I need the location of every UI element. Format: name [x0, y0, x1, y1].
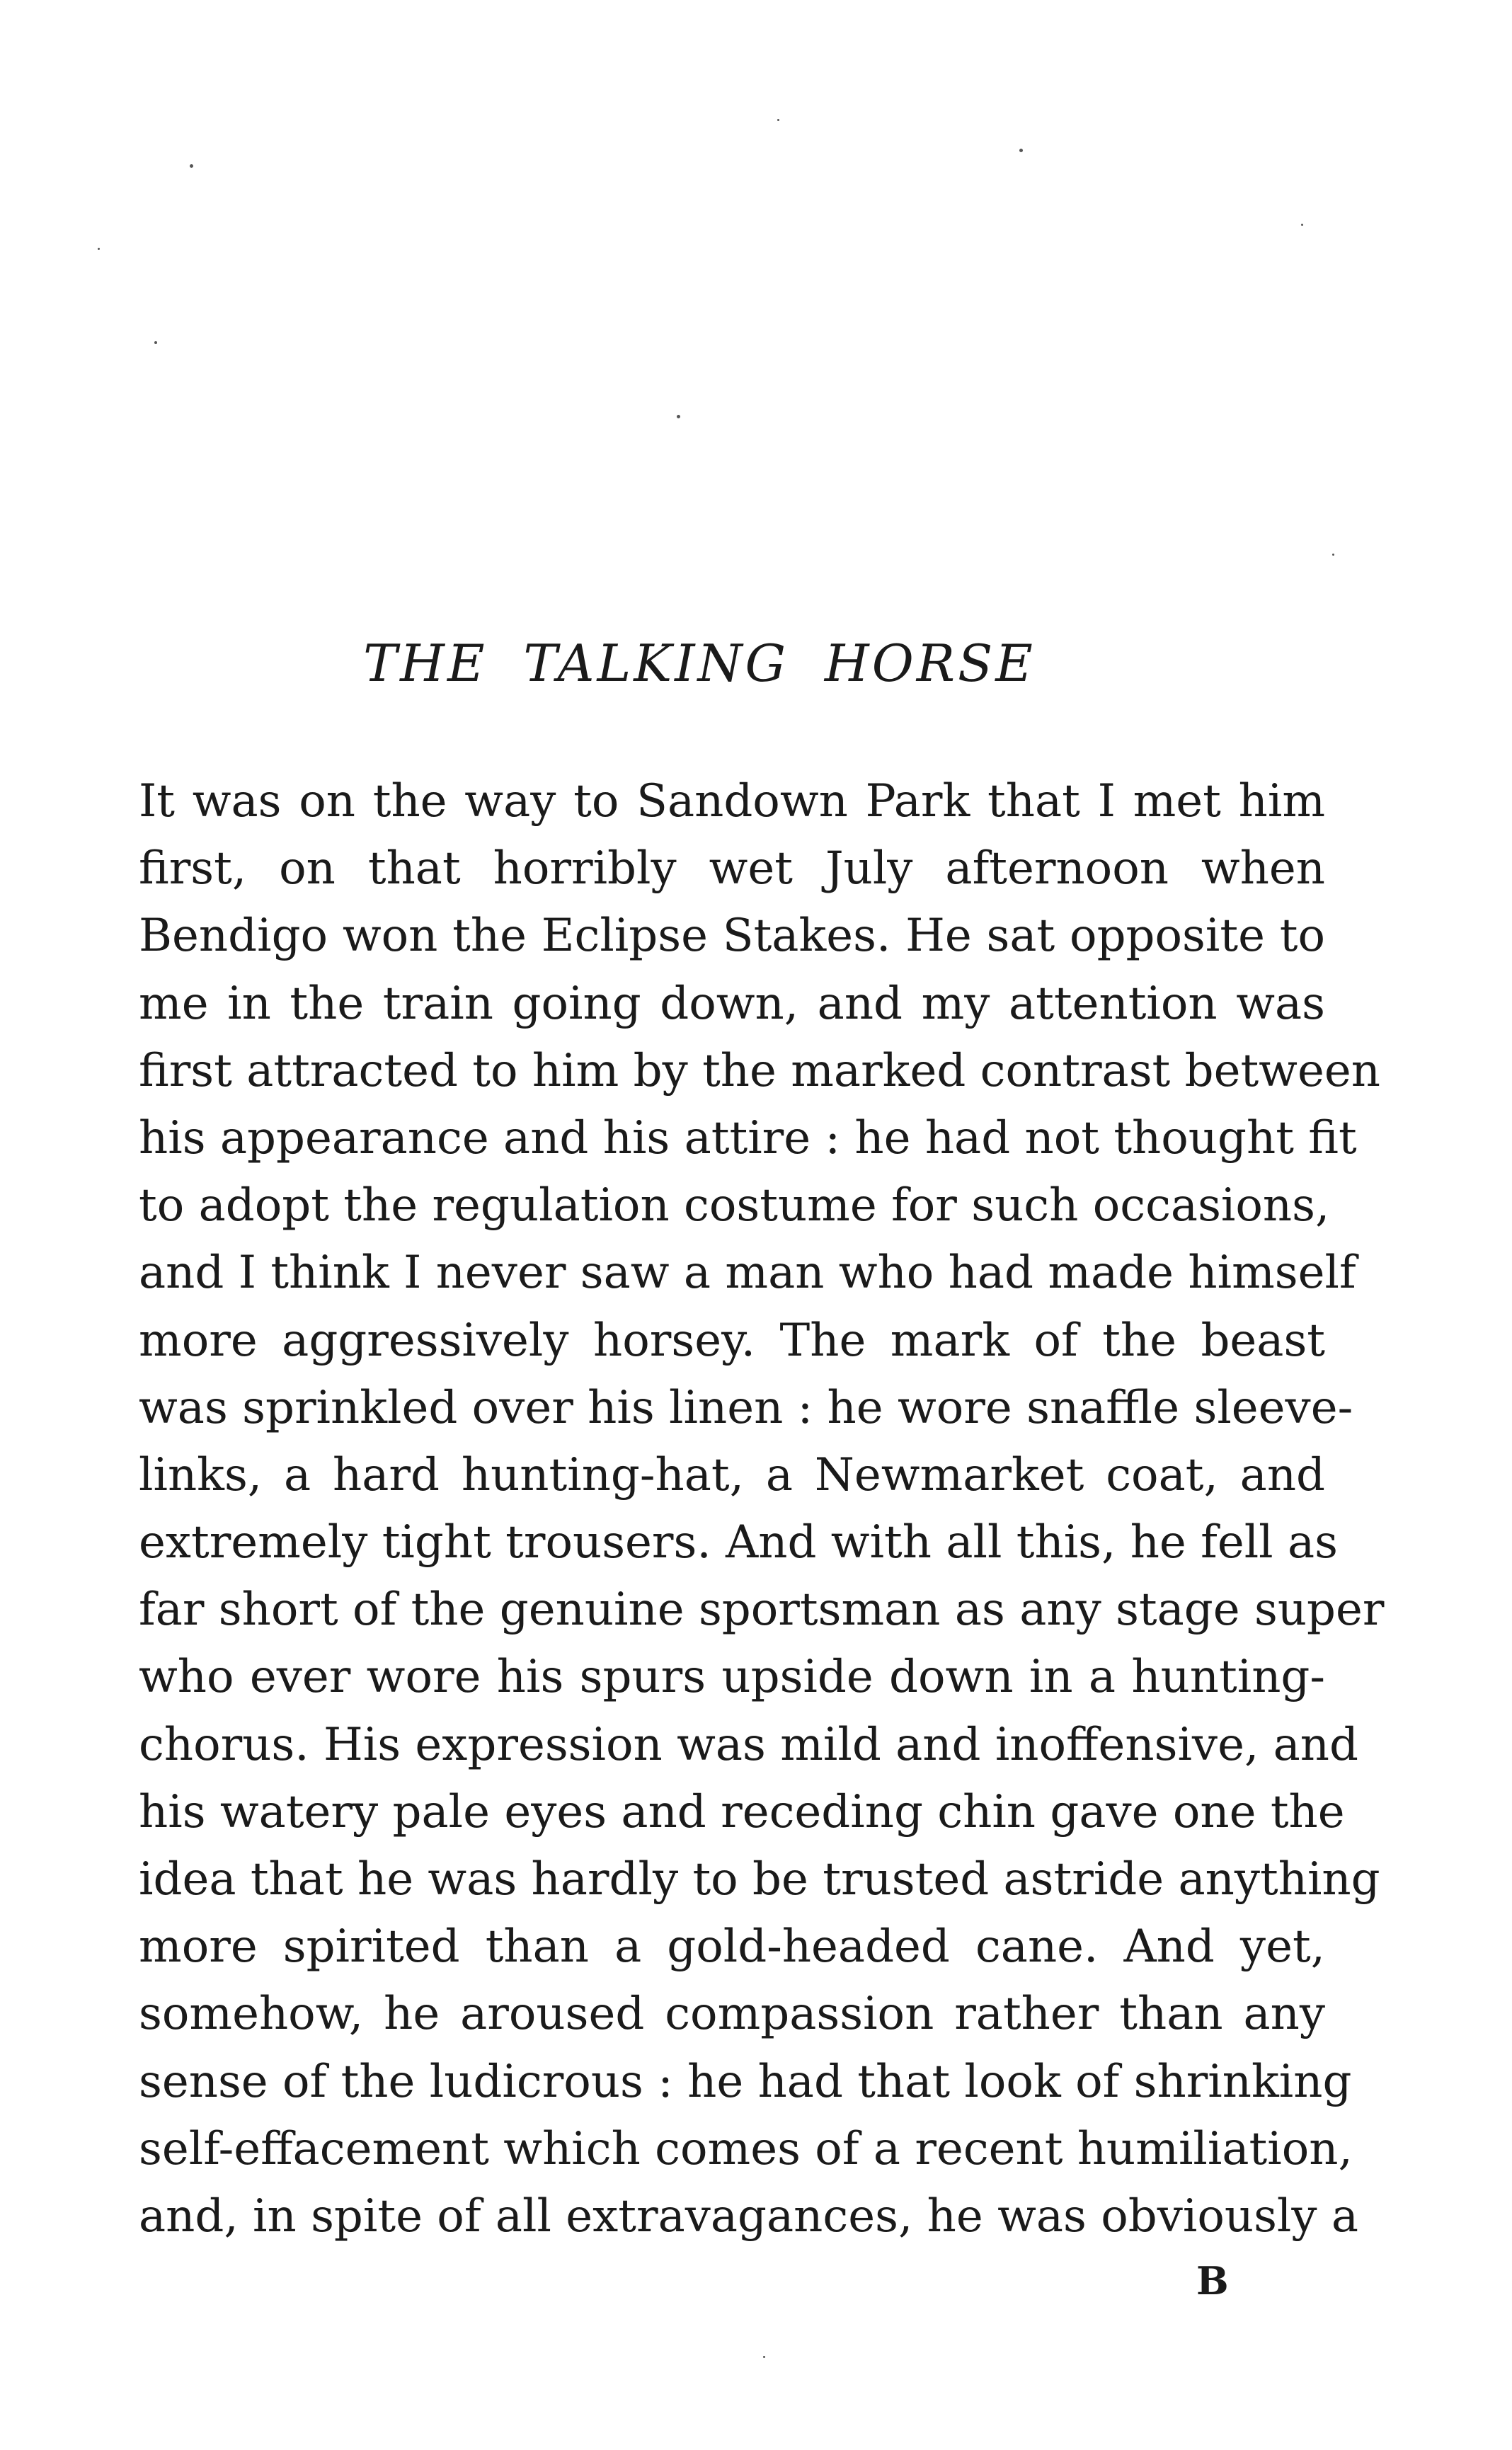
text-line: chorus. His expression was mild and inoffensive, and [139, 1718, 1358, 1771]
text-line: to adopt the regulation costume for such occasions, [139, 1179, 1330, 1232]
chapter-title-text: THE TALKING HORSE [363, 634, 1036, 693]
scan-speck [190, 164, 193, 168]
text-line: his watery pale eyes and receding chin gave one the [139, 1785, 1345, 1838]
scan-speck [777, 119, 779, 121]
text-line: his appearance and his attire : he had not thought fit [139, 1111, 1357, 1164]
scan-speck [1019, 149, 1023, 152]
text-line: Bendigo won the Eclipse Stakes. He sat opposite to [139, 910, 1325, 963]
text-line: somehow, he aroused compassion rather than any [139, 1988, 1325, 2041]
text-line: first, on that horribly wet July afternoon when [139, 842, 1325, 895]
text-line: and, in spite of all extravagances, he was obviously a [139, 2189, 1359, 2243]
body-paragraph [139, 768, 1385, 2250]
text-line: extremely tight trousers. And with all this, he fell as [139, 1516, 1338, 1569]
scan-speck [763, 2356, 765, 2358]
scan-speck [1332, 554, 1334, 556]
text-line: who ever wore his spurs upside down in a hunting- [139, 1651, 1325, 1704]
scan-speck [98, 248, 100, 250]
scan-speck [677, 415, 680, 418]
text-line: idea that he was hardly to be trusted astride anything [139, 1853, 1380, 1906]
text-line: links, a hard hunting-hat, a Newmarket coat, and [139, 1448, 1325, 1501]
text-line: self-effacement which comes of a recent humiliation, [139, 2122, 1353, 2175]
text-line: more aggressively horsey. The mark of the beast [139, 1314, 1325, 1367]
scan-speck [1301, 224, 1303, 226]
text-line: sense of the ludicrous : he had that look of shrinking [139, 2055, 1352, 2108]
text-line: It was on the way to Sandown Park that I met him [139, 775, 1325, 828]
text-line: was sprinkled over his linen : he wore snaffle sleeve- [139, 1381, 1353, 1434]
signature-mark: B [1196, 2258, 1229, 2303]
text-line: and I think I never saw a man who had made himself [139, 1247, 1356, 1300]
scan-speck [154, 341, 157, 344]
text-line: first attracted to him by the marked contrast between [139, 1044, 1380, 1097]
text-line: more spirited than a gold-headed cane. And yet, [139, 1920, 1325, 1974]
text-line: far short of the genuine sportsman as any stage super [139, 1584, 1385, 1637]
chapter-title [0, 634, 1512, 693]
text-line: me in the train going down, and my attention was [139, 977, 1325, 1030]
